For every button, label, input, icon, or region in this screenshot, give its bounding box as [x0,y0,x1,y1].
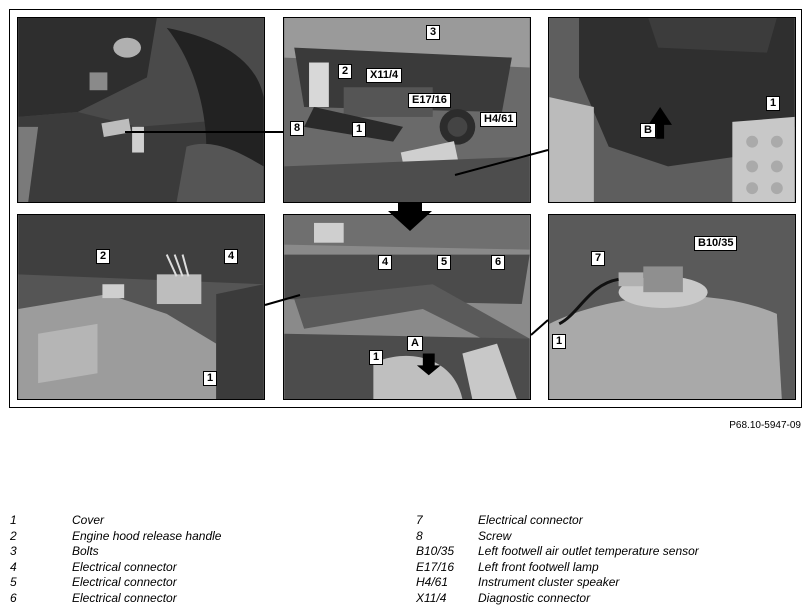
sensor-photo [549,215,795,399]
legend-text: Bolts [72,544,99,558]
callout-label: 5 [437,255,451,270]
callout-label: 1 [369,350,383,365]
connectors-photo [18,215,264,399]
cover-closeup-photo [549,18,795,202]
legend-text: Left footwell air outlet temperature sensor [478,544,699,558]
under-dash-photo [284,18,530,202]
legend-text: Electrical connector [72,560,177,574]
legend-code: B10/35 [416,544,455,558]
figure-id: P68.10-5947-09 [729,420,801,431]
legend-code: X11/4 [416,591,447,605]
legend-code: 4 [10,560,17,574]
panel-under-dash [283,17,531,203]
panel-cover-removal [283,214,531,400]
callout-label: 3 [426,25,440,40]
callout-label: X11/4 [366,68,402,83]
legend-code: 1 [10,513,17,527]
callout-label: 1 [552,334,566,349]
callout-label: B [640,123,656,138]
panel-sensor [548,214,796,400]
legend-code: H4/61 [416,575,449,589]
legend-text: Cover [72,513,105,527]
legend-text: Electrical connector [72,575,177,589]
callout-label: B10/35 [694,236,737,251]
callout-label: 2 [96,249,110,264]
footwell-overview-photo [18,18,264,202]
callout-label: 2 [338,64,352,79]
legend-text: Left front footwell lamp [478,560,599,574]
callout-label: A [407,336,423,351]
legend-code: 7 [416,513,423,527]
legend-code: E17/16 [416,560,455,574]
cover-removal-photo [284,215,530,399]
callout-label: 1 [203,371,217,386]
down-arrow-icon [388,203,432,231]
legend-text: Electrical connector [72,591,177,605]
callout-label: 8 [290,121,304,136]
callout-label: 1 [766,96,780,111]
callout-label: 1 [352,122,366,137]
panel-cover-closeup [548,17,796,203]
legend-text: Screw [478,529,512,543]
legend-code: 5 [10,575,17,589]
callout-label: 7 [591,251,605,266]
legend-code: 3 [10,544,17,558]
callout-label: 6 [491,255,505,270]
callout-label: 4 [378,255,392,270]
panel-footwell-overview [17,17,265,203]
callout-label: E17/16 [408,93,451,108]
legend [0,513,811,613]
legend-text: Engine hood release handle [72,529,222,543]
legend-code: 6 [10,591,17,605]
legend-text: Instrument cluster speaker [478,575,620,589]
legend-code: 2 [10,529,17,543]
legend-text: Electrical connector [478,513,583,527]
legend-code: 8 [416,529,423,543]
panel-connectors [17,214,265,400]
legend-text: Diagnostic connector [478,591,591,605]
callout-label: 4 [224,249,238,264]
callout-label: H4/61 [480,112,517,127]
